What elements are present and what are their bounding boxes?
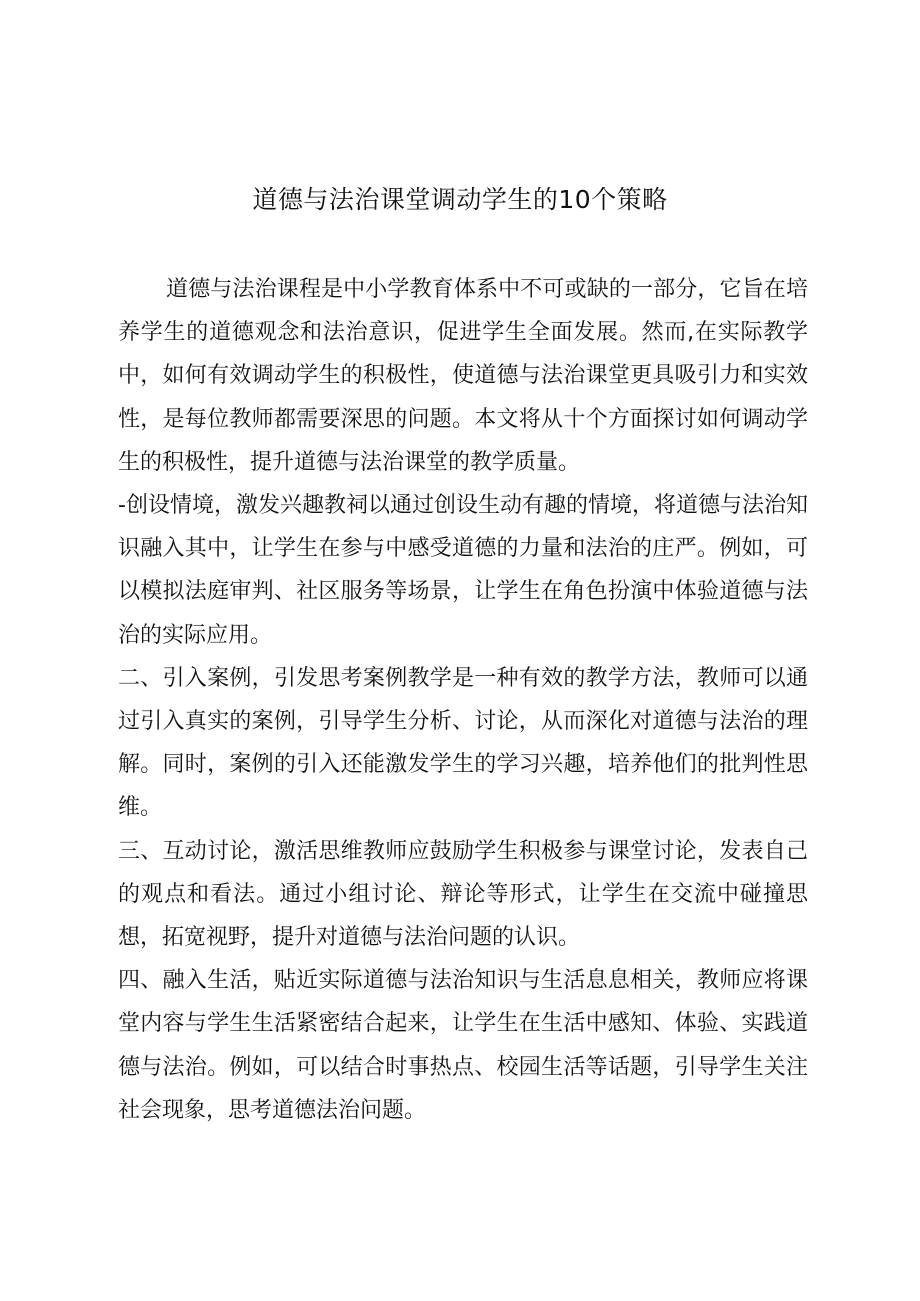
strategy-paragraph-3: 三、互动讨论，激活思维教师应鼓励学生积极参与课堂讨论，发表自己的观点和看法。通过小组讨论、辩论等形式，让学生在交流中碰撞思想，拓宽视野，提升对道德与法治问题的认识。	[118, 838, 808, 951]
strategy-paragraph-1: -创设情境，激发兴趣教祠以通过创设生动有趣的情境，将道德与法治知识融入其中，让学生在参与中感受道德的力量和法治的庄严。例如，可以模拟法庭审判、社区服务等场景，让学生在角色扮演中体验道德与法治的实际应用。	[118, 493, 808, 648]
document-body	[118, 268, 808, 1132]
document-title: 道德与法治课堂调动学生的10个策略	[252, 185, 668, 214]
intro-paragraph: 道德与法治课程是中小学教育体系中不可或缺的一部分，它旨在培养学生的道德观念和法治意识，促进学生全面发展。然而,在实际教学中，如何有效调动学生的积极性，使道德与法治课堂更具吸引力和实效性，是每位教师都需要深思的问题。本文将从十个方面探讨如何调动学生的积极性，提升道德与法治课堂的教学质量。	[118, 277, 808, 475]
strategy-paragraph-4: 四、融入生活，贴近实际道德与法治知识与生活息息相关，教师应将课堂内容与学生生活紧密结合起来，让学生在生活中感知、体验、实践道德与法治。例如，可以结合时事热点、校园生活等话题，引导学生关注社会现象，思考道德法治问题。	[118, 968, 808, 1123]
strategy-paragraph-2: 二、引入案例，引发思考案例教学是一种有效的教学方法，教师可以通过引入真实的案例，引导学生分析、讨论，从而深化对道德与法治的理解。同时，案例的引入还能激发学生的学习兴趣，培养他们的批判性思维。	[118, 665, 808, 821]
